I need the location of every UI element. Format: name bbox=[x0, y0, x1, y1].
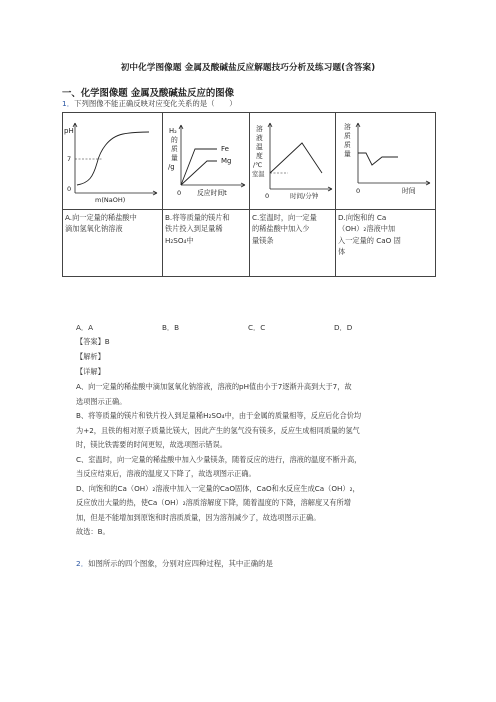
choice-b: B．B bbox=[162, 323, 180, 332]
detail-line: 选项图示正确。 bbox=[76, 396, 127, 406]
graph-d-origin: 0 bbox=[356, 187, 361, 195]
answer-choices bbox=[76, 322, 396, 333]
detail-line: 反应放出大量的热，使Ca（OH）₂溶质溶解度下降，随着温度的下降，溶解度又有所增 bbox=[76, 498, 351, 507]
graph-b-ylabel-5: /g bbox=[168, 163, 175, 171]
graph-c-temperature bbox=[250, 113, 335, 205]
graph-c-room-temp: 室温 bbox=[252, 171, 265, 178]
graph-d-cell bbox=[336, 113, 436, 210]
graph-b-ylabel-3: 质 bbox=[171, 145, 178, 153]
graph-c-ylabel-4: 度 bbox=[256, 152, 263, 160]
detail-line: 时，镁比铁需要的时间更短，故选项图示错误。 bbox=[76, 440, 227, 449]
detail-line: D、向饱和的Ca（OH）₂溶液中加入一定量的CaO固体，CaO和水反应生成Ca（OH）₂， bbox=[76, 483, 360, 493]
analysis-tag: 【解析】 bbox=[76, 352, 105, 361]
detail-line: B、将等质量的镁片和铁片投入到足量稀H₂SO₄中，由于金属的质量相等，反应后化合价均 bbox=[76, 411, 362, 420]
option-a-description: A.向一定量的稀盐酸中 滴加氢氧化钠溶液 bbox=[63, 209, 163, 276]
graph-d-ylabel-1: 溶 bbox=[344, 123, 351, 131]
graph-b-cell bbox=[163, 113, 250, 210]
detail-line: 加，但是不能增加到原饱和时溶质质量，因为溶剂减少了，故选项图示正确。 bbox=[76, 512, 321, 522]
question-2-stem bbox=[76, 558, 273, 569]
section-heading: 一、化学图像题 金属及酸碱盐反应的图像 bbox=[62, 88, 235, 99]
graph-c-origin: 0 bbox=[265, 192, 270, 200]
question-2-number: 2． bbox=[76, 559, 89, 568]
ph-curve bbox=[77, 132, 149, 185]
option-d-description: D.向饱和的 Ca （OH）₂溶液中加 入一定量的 CaO 固 体 bbox=[336, 209, 436, 276]
detail-line: 当反应结束后，溶液的温度又下降了，故选项图示正确。 bbox=[76, 469, 256, 478]
question-1-text: 下列图像不能正确反映对应变化关系的是（ ） bbox=[74, 99, 237, 108]
question-1-stem bbox=[62, 98, 237, 109]
graph-a-ylabel: pH bbox=[64, 127, 74, 135]
option-b-description: B.将等质量的镁片和 铁片投入到足量稀 H₂SO₄中 bbox=[163, 209, 250, 276]
graph-b-xlabel: 反应时间t bbox=[197, 189, 227, 197]
choice-c: C．C bbox=[248, 323, 266, 332]
detail-line: 故选：B。 bbox=[76, 527, 110, 536]
graph-c-ylabel-5: /℃ bbox=[253, 162, 263, 169]
graph-d-xlabel: 时间 bbox=[402, 187, 416, 195]
question-1-number: 1． bbox=[62, 99, 75, 108]
choice-d: D．D bbox=[334, 323, 353, 332]
question-2-text: 如图所示的四个图象，分别对应四种过程，其中正确的是 bbox=[88, 559, 273, 568]
graph-c-ylabel-3: 温 bbox=[256, 143, 263, 151]
graph-a-ph-curve bbox=[63, 113, 161, 205]
graph-c-cell bbox=[250, 113, 336, 210]
graph-c-ylabel-2: 液 bbox=[256, 134, 263, 142]
detail-explanation bbox=[76, 381, 438, 541]
graph-c-xlabel: 时间/分钟 bbox=[290, 192, 319, 200]
answer-line: 【答案】B bbox=[76, 337, 110, 346]
detail-line: 为+2，且铁的相对原子质量比镁大，因此产生的氢气没有镁多，反应生成相同质量的氢气 bbox=[76, 425, 360, 435]
graph-a-origin: 0 bbox=[67, 185, 72, 193]
choice-a: A．A bbox=[76, 323, 94, 332]
graph-d-ylabel-2: 质 bbox=[344, 132, 351, 140]
graph-a-xlabel: m(NaOH) bbox=[95, 196, 126, 204]
option-c-description: C.室温时，向一定量 的稀盐酸中加入少 量镁条 bbox=[250, 209, 336, 276]
graph-a-cell bbox=[63, 113, 163, 210]
detail-line: C、室温时，向一定量的稀盐酸中加入少量镁条，随着反应的进行，溶液的温度不断升高， bbox=[76, 454, 362, 464]
graph-b-origin: 0 bbox=[177, 189, 182, 197]
temperature-line bbox=[270, 143, 322, 173]
graph-b-ylabel-4: 量 bbox=[171, 154, 178, 162]
graph-b-ylabel-1: H₂ bbox=[169, 127, 177, 135]
mg-line bbox=[181, 161, 217, 185]
graph-d-ylabel-3: 质 bbox=[344, 141, 351, 149]
graph-c-ylabel-1: 溶 bbox=[256, 125, 263, 133]
graph-a-y7: 7 bbox=[67, 155, 72, 163]
graph-b-series-fe: Fe bbox=[221, 145, 229, 153]
graph-b-ylabel-2: 的 bbox=[171, 136, 178, 144]
document-title: 初中化学图像题 金属及酸碱盐反应解题技巧分析及练习题(含答案) bbox=[120, 63, 376, 73]
detail-tag: 【详解】 bbox=[76, 367, 105, 376]
solute-mass-line bbox=[358, 153, 398, 165]
graph-d-solute-mass bbox=[336, 113, 434, 205]
question-1-graph-table bbox=[62, 112, 436, 277]
graph-b-series-mg: Mg bbox=[221, 157, 232, 165]
detail-line: A、向一定量的稀盐酸中滴加氢氧化钠溶液，溶液的pH值由小于7逐渐升高到大于7，故 bbox=[76, 382, 352, 391]
graph-d-ylabel-4: 量 bbox=[344, 150, 351, 158]
graph-b-hydrogen-mass bbox=[163, 113, 249, 205]
